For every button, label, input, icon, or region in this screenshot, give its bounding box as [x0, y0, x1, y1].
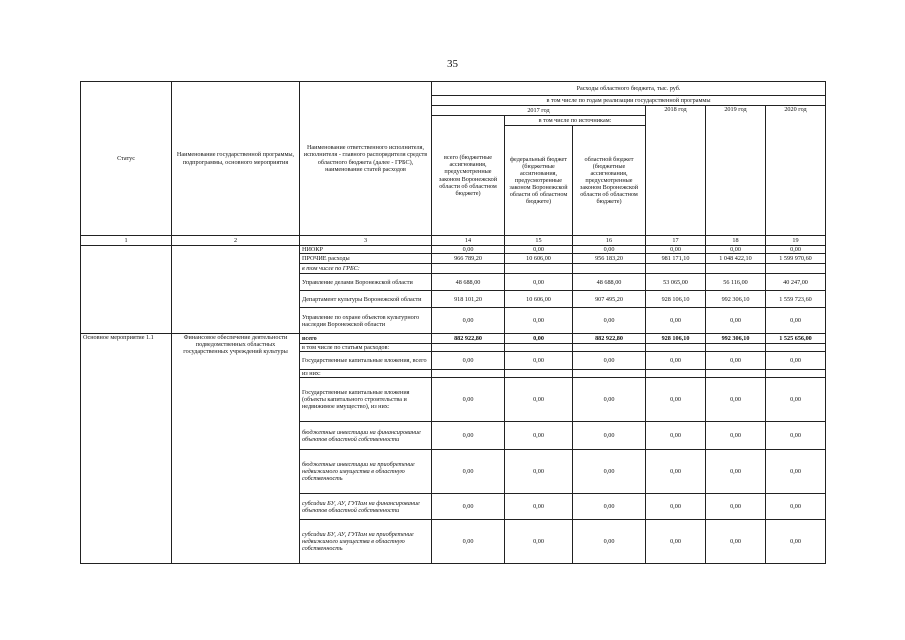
value-cell — [766, 264, 826, 274]
value-cell: 0,00 — [706, 494, 766, 520]
header-budget-title: Расходы областного бюджета, тыс. руб. — [432, 82, 826, 96]
value-cell: 0,00 — [505, 378, 573, 422]
header-by-years: в том числе по годам реализации государственной программы — [432, 96, 826, 106]
value-cell: 0,00 — [646, 520, 706, 564]
value-cell: 10 606,00 — [505, 254, 573, 264]
main-activity-block — [81, 334, 826, 564]
col-number: 3 — [300, 236, 432, 246]
value-cell: 53 065,00 — [646, 274, 706, 291]
value-cell: 0,00 — [505, 334, 573, 344]
page-number: 35 — [447, 58, 458, 70]
column-numbers-row — [81, 236, 826, 246]
activity-status: Основное мероприятие 1.1 — [81, 334, 172, 564]
col-number: 18 — [706, 236, 766, 246]
expense-label: в том числе по ГРБС: — [300, 264, 432, 274]
col-number: 15 — [505, 236, 573, 246]
value-cell: 882 922,80 — [573, 334, 646, 344]
value-cell: 0,00 — [573, 450, 646, 494]
value-cell: 0,00 — [646, 494, 706, 520]
expense-label: из них: — [300, 370, 432, 378]
value-cell — [573, 344, 646, 352]
header-regional-col: областной бюджет (бюджетные ассигнования, предусмотренные законом Воронежской области об областном бюджете) — [573, 126, 646, 236]
value-cell — [706, 344, 766, 352]
value-cell: 0,00 — [432, 520, 505, 564]
status-cell-empty — [81, 246, 172, 334]
value-cell — [766, 370, 826, 378]
value-cell: 0,00 — [505, 308, 573, 334]
program-block — [81, 246, 826, 334]
expense-label: субсидии БУ, АУ, ГУПам на финансирование объектов областной собственности — [300, 494, 432, 520]
value-cell — [573, 370, 646, 378]
value-cell: 0,00 — [432, 352, 505, 370]
value-cell: 0,00 — [432, 246, 505, 254]
value-cell: 0,00 — [573, 246, 646, 254]
value-cell: 928 106,10 — [646, 334, 706, 344]
value-cell — [766, 344, 826, 352]
header-status: Статус — [81, 82, 172, 236]
expense-label: Управление делами Воронежской области — [300, 274, 432, 291]
value-cell: 0,00 — [432, 378, 505, 422]
value-cell — [505, 370, 573, 378]
value-cell: 992 306,10 — [706, 334, 766, 344]
value-cell: 956 183,20 — [573, 254, 646, 264]
col-number: 1 — [81, 236, 172, 246]
header-year-2019: 2019 год — [706, 106, 766, 236]
header-federal-col: федеральный бюджет (бюджетные ассигнования, предусмотренные законом Воронежской области об областном бюджете) — [505, 126, 573, 236]
value-cell: 0,00 — [646, 308, 706, 334]
value-cell: 48 688,00 — [573, 274, 646, 291]
value-cell: 928 106,10 — [646, 291, 706, 308]
header-year-2017: 2017 год — [432, 106, 646, 116]
col-number: 14 — [432, 236, 505, 246]
value-cell: 0,00 — [573, 422, 646, 450]
value-cell: 1 048 422,10 — [706, 254, 766, 264]
value-cell: 907 495,20 — [573, 291, 646, 308]
activity-name: Финансовое обеспечение деятельности подведомственных областных государственных учреждений культуры — [172, 334, 300, 564]
value-cell — [432, 344, 505, 352]
value-cell: 0,00 — [505, 422, 573, 450]
value-cell: 0,00 — [766, 378, 826, 422]
value-cell — [646, 344, 706, 352]
value-cell: 882 922,80 — [432, 334, 505, 344]
value-cell: 0,00 — [706, 308, 766, 334]
value-cell: 0,00 — [706, 520, 766, 564]
value-cell: 1 559 723,60 — [766, 291, 826, 308]
value-cell: 0,00 — [573, 378, 646, 422]
value-cell: 0,00 — [646, 450, 706, 494]
value-cell: 0,00 — [573, 494, 646, 520]
value-cell: 0,00 — [706, 352, 766, 370]
table-row — [81, 246, 826, 254]
value-cell: 0,00 — [766, 520, 826, 564]
value-cell: 0,00 — [432, 308, 505, 334]
value-cell: 40 247,00 — [766, 274, 826, 291]
col-number: 16 — [573, 236, 646, 246]
value-cell: 0,00 — [766, 352, 826, 370]
expense-label: Департамент культуры Воронежской области — [300, 291, 432, 308]
expense-label: Государственные капитальные вложения (объекты капитального строительства и недвижимое имущество), из них: — [300, 378, 432, 422]
value-cell: 0,00 — [646, 422, 706, 450]
value-cell — [432, 370, 505, 378]
expense-label: ПРОЧИЕ расходы — [300, 254, 432, 264]
value-cell: 0,00 — [573, 352, 646, 370]
value-cell — [573, 264, 646, 274]
value-cell — [505, 264, 573, 274]
value-cell — [646, 370, 706, 378]
col-number: 2 — [172, 236, 300, 246]
value-cell: 0,00 — [706, 422, 766, 450]
header-by-sources: в том числе по источникам: — [505, 116, 646, 126]
value-cell — [706, 264, 766, 274]
value-cell: 981 171,10 — [646, 254, 706, 264]
value-cell: 1 525 656,00 — [766, 334, 826, 344]
expense-label: бюджетные инвестиции на финансирование объектов областной собственности — [300, 422, 432, 450]
header-program-name: Наименование государственной программы, подпрограммы, основного мероприятия — [172, 82, 300, 236]
value-cell: 0,00 — [706, 450, 766, 494]
name-cell-empty — [172, 246, 300, 334]
value-cell — [706, 370, 766, 378]
value-cell: 0,00 — [573, 308, 646, 334]
value-cell: 0,00 — [646, 352, 706, 370]
col-number: 17 — [646, 236, 706, 246]
value-cell: 0,00 — [432, 450, 505, 494]
value-cell: 0,00 — [706, 246, 766, 254]
value-cell: 0,00 — [766, 308, 826, 334]
expense-label: НИОКР — [300, 246, 432, 254]
value-cell: 0,00 — [646, 378, 706, 422]
header-year-2020: 2020 год — [766, 106, 826, 236]
value-cell: 0,00 — [646, 246, 706, 254]
value-cell: 0,00 — [432, 494, 505, 520]
value-cell: 0,00 — [573, 520, 646, 564]
expense-label: субсидии БУ, АУ, ГУПам на приобретение недвижимого имущества в областную собственность — [300, 520, 432, 564]
expense-label: всего — [300, 334, 432, 344]
table-row — [81, 334, 826, 344]
value-cell: 0,00 — [766, 494, 826, 520]
expense-label: Государственные капитальные вложения, всего — [300, 352, 432, 370]
value-cell: 966 789,20 — [432, 254, 505, 264]
value-cell: 0,00 — [505, 352, 573, 370]
value-cell — [505, 344, 573, 352]
value-cell — [432, 264, 505, 274]
value-cell — [646, 264, 706, 274]
expense-label: Управление по охране объектов культурного наследия Воронежской области — [300, 308, 432, 334]
value-cell: 48 688,00 — [432, 274, 505, 291]
value-cell: 0,00 — [505, 494, 573, 520]
value-cell: 0,00 — [706, 378, 766, 422]
expense-label: в том числе по статьям расходов: — [300, 344, 432, 352]
value-cell: 0,00 — [505, 520, 573, 564]
value-cell: 10 606,00 — [505, 291, 573, 308]
value-cell: 918 101,20 — [432, 291, 505, 308]
expense-label: бюджетные инвестиции на приобретение недвижимого имущества в областную собственность — [300, 450, 432, 494]
col-number: 19 — [766, 236, 826, 246]
value-cell: 0,00 — [432, 422, 505, 450]
header-year-2018: 2018 год — [646, 106, 706, 236]
value-cell: 56 116,00 — [706, 274, 766, 291]
header-executor: Наименование ответственного исполнителя, исполнителя - главного распорядителя средств областного бюджета (далее - ГРБС), наименование статей расходов — [300, 82, 432, 236]
value-cell: 0,00 — [766, 422, 826, 450]
value-cell: 1 599 970,60 — [766, 254, 826, 264]
value-cell: 0,00 — [766, 450, 826, 494]
value-cell: 992 306,10 — [706, 291, 766, 308]
value-cell: 0,00 — [505, 246, 573, 254]
header-total-col: всего (бюджетные ассигнования, предусмотренные законом Воронежской области об областном бюджете) — [432, 116, 505, 236]
table-header — [81, 82, 826, 246]
value-cell: 0,00 — [766, 246, 826, 254]
value-cell: 0,00 — [505, 274, 573, 291]
budget-table — [80, 81, 826, 564]
value-cell: 0,00 — [505, 450, 573, 494]
